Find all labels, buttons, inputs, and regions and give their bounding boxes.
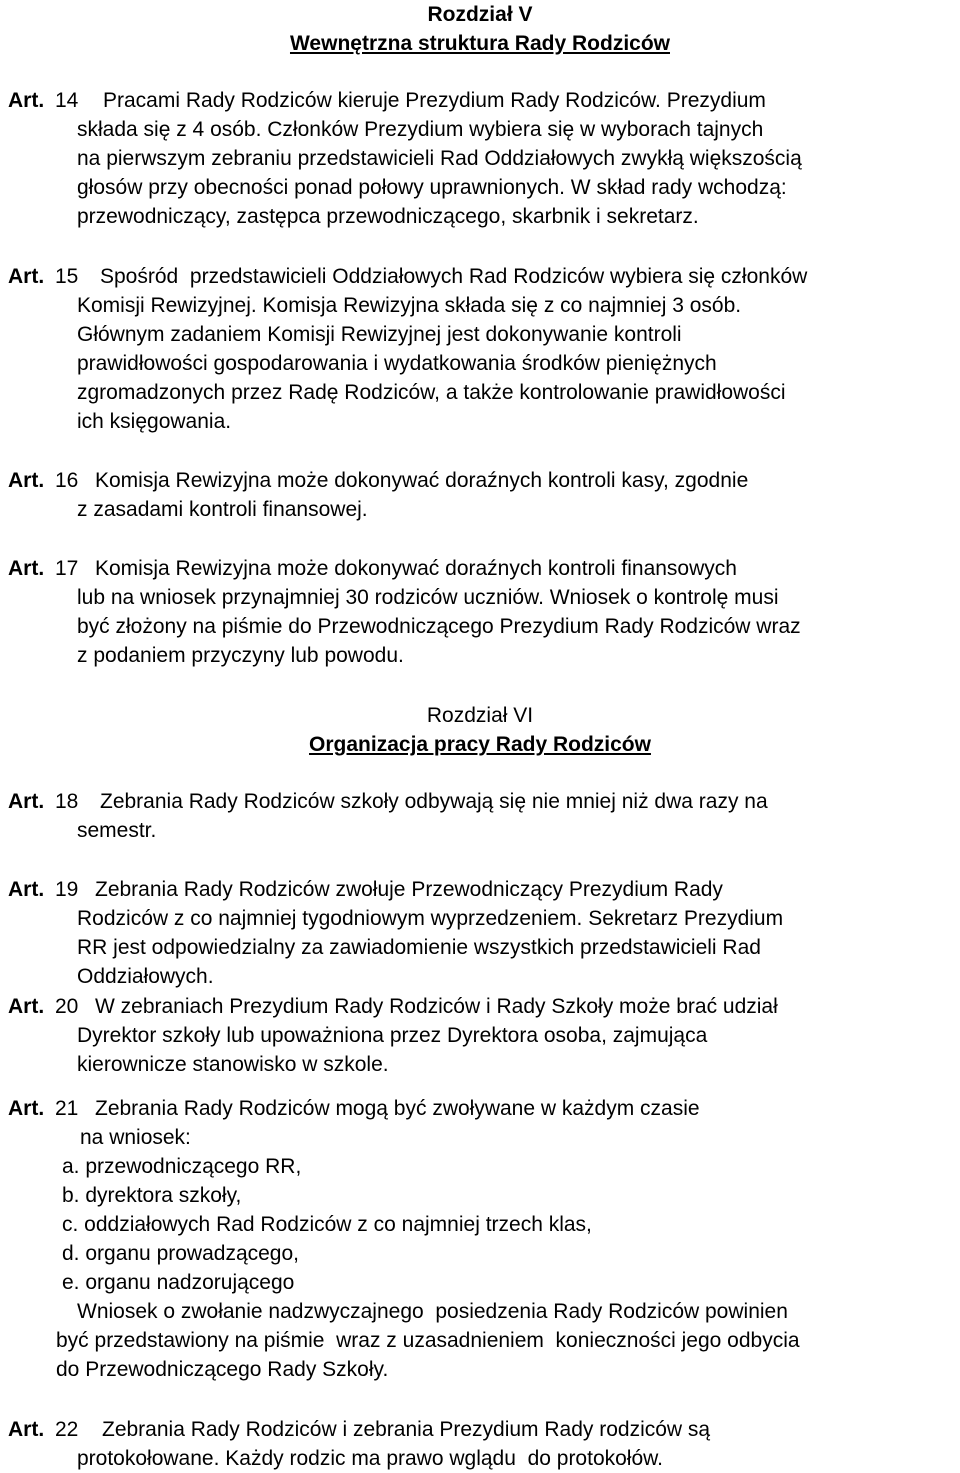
article-text-line: Pracami Rady Rodziców kieruje Prezydium Rady Rodziców. Prezydium — [103, 89, 766, 112]
article-number: 22 — [55, 1418, 79, 1441]
chapter-subtitle: Wewnętrzna struktura Rady Rodziców — [289, 32, 670, 55]
article-text-line: Komisja Rewizyjna może dokonywać doraźnych kontroli kasy, zgodnie — [95, 469, 749, 492]
article-text-line: z podaniem przyczyny lub powodu. — [77, 644, 404, 667]
article-number: 21 — [55, 1097, 79, 1120]
article-label: Art. — [8, 1418, 45, 1441]
chapter-subtitle: Organizacja pracy Rady Rodziców — [309, 733, 651, 756]
article-label: Art. — [8, 790, 45, 813]
article-label: Art. — [8, 557, 45, 580]
article-text-line: W zebraniach Prezydium Rady Rodziców i Rady Szkoły może brać udział — [95, 995, 778, 1018]
article-text-line: z zasadami kontroli finansowej. — [77, 498, 368, 521]
article-number: 16 — [55, 469, 79, 492]
article-label: Art. — [8, 995, 45, 1018]
article-number: 20 — [55, 995, 79, 1018]
article-number: 15 — [55, 265, 79, 288]
article-label: Art. — [8, 469, 45, 492]
article-text-line: składa się z 4 osób. Członków Prezydium wybiera się w wyborach tajnych — [77, 118, 764, 141]
article-text-line: Zebrania Rady Rodziców szkoły odbywają się nie mniej niż dwa razy na — [100, 790, 768, 813]
article-text-line: Zebrania Rady Rodziców zwołuje Przewodniczący Prezydium Rady — [95, 878, 723, 901]
article-text-line: głosów przy obecności ponad połowy uprawnionych. W skład rady wchodzą: — [77, 176, 787, 199]
list-item: d. organu prowadzącego, — [62, 1242, 299, 1265]
article-text-line: na wniosek: — [80, 1126, 191, 1149]
article-text-line: Zebrania Rady Rodziców i zebrania Prezydium Rady rodziców są — [102, 1418, 711, 1441]
article-text-line: przewodniczący, zastępca przewodniczącego, skarbnik i sekretarz. — [77, 205, 699, 228]
article-text-line: na pierwszym zebraniu przedstawicieli Rad Oddziałowych zwykłą większością — [77, 147, 802, 170]
article-label: Art. — [8, 265, 45, 288]
chapter-title: Rozdział V — [427, 3, 533, 26]
list-item: c. oddziałowych Rad Rodziców z co najmniej trzech klas, — [62, 1213, 592, 1236]
article-text-line: do Przewodniczącego Rady Szkoły. — [56, 1358, 389, 1381]
article-text-line: semestr. — [77, 819, 157, 842]
article-text-line: Dyrektor szkoły lub upoważniona przez Dyrektora osoba, zajmująca — [77, 1024, 708, 1047]
article-label: Art. — [8, 89, 45, 112]
article-number: 17 — [55, 557, 79, 580]
article-text-line: lub na wniosek przynajmniej 30 rodziców uczniów. Wniosek o kontrolę musi — [77, 586, 779, 609]
article-text-line: RR jest odpowiedzialny za zawiadomienie wszystkich przedstawicieli Rad — [77, 936, 761, 959]
article-text-line: Komisja Rewizyjna może dokonywać doraźnych kontroli finansowych — [95, 557, 737, 580]
list-item: a. przewodniczącego RR, — [62, 1155, 302, 1178]
article-text-line: Zebrania Rady Rodziców mogą być zwoływane w każdym czasie — [95, 1097, 700, 1120]
article-text-line: kierownicze stanowisko w szkole. — [77, 1053, 389, 1076]
chapter-title: Rozdział VI — [426, 704, 534, 727]
article-text-line: być złożony na piśmie do Przewodniczącego Prezydium Rady Rodziców wraz — [77, 615, 801, 638]
article-text-line: Rodziców z co najmniej tygodniowym wyprzedzeniem. Sekretarz Prezydium — [77, 907, 784, 930]
article-number: 18 — [55, 790, 79, 813]
article-text-line: zgromadzonych przez Radę Rodziców, a także kontrolowanie prawidłowości — [77, 381, 786, 404]
article-text-line: Oddziałowych. — [77, 965, 214, 988]
article-text-line: ich księgowania. — [77, 410, 232, 433]
article-text-line: Głównym zadaniem Komisji Rewizyjnej jest dokonywanie kontroli — [77, 323, 682, 346]
list-item: e. organu nadzorującego — [62, 1271, 295, 1294]
article-text-line: Spośród przedstawicieli Oddziałowych Rad Rodziców wybiera się członków — [100, 265, 808, 288]
article-text-line: być przedstawiony na piśmie wraz z uzasadnieniem konieczności jego odbycia — [56, 1329, 800, 1352]
article-number: 19 — [55, 878, 79, 901]
article-number: 14 — [55, 89, 79, 112]
article-label: Art. — [8, 1097, 45, 1120]
article-text-line: Komisji Rewizyjnej. Komisja Rewizyjna składa się z co najmniej 3 osób. — [77, 294, 742, 317]
article-label: Art. — [8, 878, 45, 901]
list-item: b. dyrektora szkoły, — [62, 1184, 242, 1207]
article-text-line: protokołowane. Każdy rodzic ma prawo wglądu do protokołów. — [77, 1447, 663, 1470]
article-text-line: prawidłowości gospodarowania i wydatkowania środków pieniężnych — [77, 352, 717, 375]
article-text-line: Wniosek o zwołanie nadzwyczajnego posiedzenia Rady Rodziców powinien — [77, 1300, 788, 1323]
